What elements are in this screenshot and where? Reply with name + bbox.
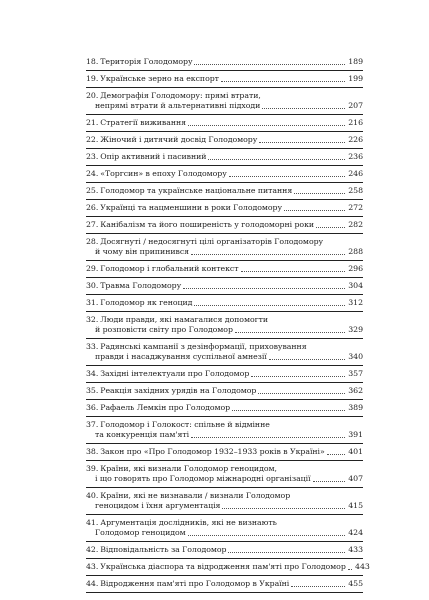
toc-entry-page: 312 [348,298,363,307]
toc-entry-page: 362 [348,386,363,395]
toc-entry-page: 424 [348,528,363,537]
toc-entry-page: 216 [348,118,363,127]
toc-entry-number: 35. [86,386,99,395]
toc-entry-number: 18. [86,57,99,66]
dot-leader [188,125,345,126]
toc-entry-number: 23. [86,152,99,161]
toc-entry-title: й чому він припинився [95,247,190,256]
toc-entry-title: Відродження пам'яті про Голодомор в Україні [100,579,290,588]
toc-entry-title: Голодомор і Голокост: спільне й відмінне [100,420,270,429]
toc-entry-number: 31. [86,298,99,307]
toc-entry-page: 389 [348,403,363,412]
dot-leader [232,410,345,411]
toc-entry-number: 37. [86,420,99,429]
toc-entry-page: 304 [348,281,363,290]
toc-entry-title: Голодомор геноцидом [95,528,186,537]
toc-entry-title: й розповісти світу про Голодомор [95,325,233,334]
toc-entry[interactable] [86,54,363,71]
toc-entry-title: Територія Голодомору [100,57,193,66]
toc-entry[interactable] [86,515,363,542]
toc-entry-page: 282 [348,220,363,229]
toc-entry-number: 27. [86,220,99,229]
toc-entry-page: 189 [348,57,363,66]
toc-entry-number: 24. [86,169,99,178]
dot-leader [194,305,345,306]
toc-entry-number: 33. [86,342,99,351]
toc-entry[interactable] [86,217,363,234]
toc-entry[interactable] [86,383,363,400]
toc-entry-page: 296 [348,264,363,273]
toc-entry[interactable] [86,461,363,488]
table-of-contents [86,54,370,593]
toc-entry-page: 258 [348,186,363,195]
toc-entry-number: 40. [86,491,99,500]
dot-leader [191,437,345,438]
toc-entry-title: непрямі втрати й альтернативні підходи [95,101,261,110]
toc-entry[interactable] [86,542,363,559]
toc-entry[interactable] [86,559,370,576]
dot-leader [327,454,345,455]
dot-leader [251,376,345,377]
toc-entry-title: Жіночий і дитячий досвід Голодомору [100,135,258,144]
toc-entry[interactable] [86,339,363,366]
toc-entry-title: Демографія Голодомору: прямі втрати, [100,91,261,100]
toc-entry-title: і що говорять про Голодомор міжнародні організації [95,474,311,483]
dot-leader [284,210,345,211]
toc-entry-title: Реакція західних урядів на Голодомор [100,386,257,395]
toc-entry-number: 32. [86,315,99,324]
toc-entry[interactable] [86,576,363,593]
toc-entry-number: 26. [86,203,99,212]
toc-entry-number: 25. [86,186,99,195]
toc-entry-title: Закон про «Про Голодомор 1932–1933 років в Україні» [100,447,325,456]
toc-entry-number: 39. [86,464,99,473]
toc-entry-title: «Торгсин» в епоху Голодомору [100,169,227,178]
toc-entry-page: 329 [348,325,363,334]
toc-entry-title: Голодомор і глобальний контекст [100,264,239,273]
toc-entry-number: 28. [86,237,99,246]
toc-entry-title: Українці та нацменшини в роки Голодомору [100,203,283,212]
dot-leader [194,64,345,65]
toc-entry[interactable] [86,444,363,461]
toc-entry[interactable] [86,71,363,88]
toc-entry-number: 21. [86,118,99,127]
toc-entry-page: 415 [348,501,363,510]
dot-leader [229,176,345,177]
dot-leader [222,508,345,509]
toc-entry-page: 340 [348,352,363,361]
dot-leader [313,481,345,482]
toc-entry[interactable] [86,488,363,515]
dot-leader [316,227,345,228]
toc-entry[interactable] [86,132,363,149]
toc-entry[interactable] [86,88,363,115]
toc-entry-page: 246 [348,169,363,178]
toc-entry[interactable] [86,417,363,444]
toc-entry[interactable] [86,278,363,295]
toc-entry-title: Стратегії виживання [100,118,187,127]
toc-entry[interactable] [86,166,363,183]
toc-entry-title: Голодомор як геноцид [100,298,193,307]
toc-entry-page: 401 [348,447,363,456]
toc-entry-title: Відповідальність за Голодомор [100,545,227,554]
dot-leader [235,332,345,333]
dot-leader [262,108,345,109]
toc-entry-title: Канібалізм та його поширеність у голодоморні роки [100,220,315,229]
toc-entry-page: 455 [348,579,363,588]
toc-entry-title: Аргументація дослідників, які не визнають [100,518,277,527]
toc-entry-title: Радянські кампанії з дезінформації, приховування [100,342,307,351]
dot-leader [241,271,346,272]
toc-entry-page: 272 [348,203,363,212]
dot-leader [258,393,345,394]
toc-entry-number: 42. [86,545,99,554]
toc-entry[interactable] [86,295,363,312]
toc-entry-title: Українське зерно на експорт [100,74,219,83]
toc-entry[interactable] [86,149,363,166]
toc-entry-page: 207 [348,101,363,110]
toc-entry-page: 443 [355,562,370,571]
toc-entry-title: Голодомор та українське національне питання [100,186,293,195]
toc-entry[interactable] [86,200,363,217]
dot-leader [208,159,345,160]
toc-entry-title: правди і насаджування суспільної амнезії [95,352,267,361]
toc-entry-title: Опір активний і пасивний [100,152,207,161]
dot-leader [183,288,345,289]
toc-entry-number: 38. [86,447,99,456]
toc-entry[interactable] [86,115,363,132]
toc-entry-title: Українська діаспора та відродження пам'яті про Голодомор [100,562,346,571]
toc-entry-number: 29. [86,264,99,273]
dot-leader [294,193,345,194]
toc-entry-title: Рафаель Лемкін про Голодомор [100,403,231,412]
toc-entry-number: 41. [86,518,99,527]
toc-entry-title: Люди правди, які намагалися допомогти [100,315,269,324]
toc-entry-number: 20. [86,91,99,100]
toc-entry-page: 357 [348,369,363,378]
toc-entry-page: 407 [348,474,363,483]
toc-entry-page: 391 [348,430,363,439]
dot-leader [191,254,345,255]
dot-leader [269,359,345,360]
toc-entry-title: Країни, які визнали Голодомор геноцидом, [100,464,277,473]
toc-entry-title: Західні інтелектуали про Голодомор [100,369,250,378]
dot-leader [228,552,345,553]
toc-entry-title: Країни, які не визнавали / визнали Голодомор [100,491,291,500]
toc-entry[interactable] [86,183,363,200]
dot-leader [221,81,345,82]
toc-entry[interactable] [86,234,363,261]
dot-leader [348,569,352,570]
toc-entry-title: та конкуренція пам'яті [95,430,190,439]
toc-entry-number: 19. [86,74,99,83]
toc-entry-number: 30. [86,281,99,290]
toc-entry-page: 236 [348,152,363,161]
toc-entry-number: 34. [86,369,99,378]
toc-entry-page: 288 [348,247,363,256]
dot-leader [188,535,345,536]
toc-entry-page: 433 [348,545,363,554]
toc-entry-page: 199 [348,74,363,83]
dot-leader [291,586,345,587]
toc-entry[interactable] [86,261,363,278]
toc-entry-title: Травма Голодомору [100,281,182,290]
toc-entry-title: геноцидом і їхня аргументація [95,501,221,510]
toc-entry-number: 36. [86,403,99,412]
toc-entry-page: 226 [348,135,363,144]
dot-leader [259,142,345,143]
toc-entry-number: 43. [86,562,99,571]
toc-entry-number: 44. [86,579,99,588]
toc-entry-number: 22. [86,135,99,144]
toc-entry[interactable] [86,400,363,417]
toc-entry[interactable] [86,312,363,339]
toc-entry-title: Досягнуті / недосягнуті цілі організаторів Голодомору [100,237,324,246]
toc-entry[interactable] [86,366,363,383]
